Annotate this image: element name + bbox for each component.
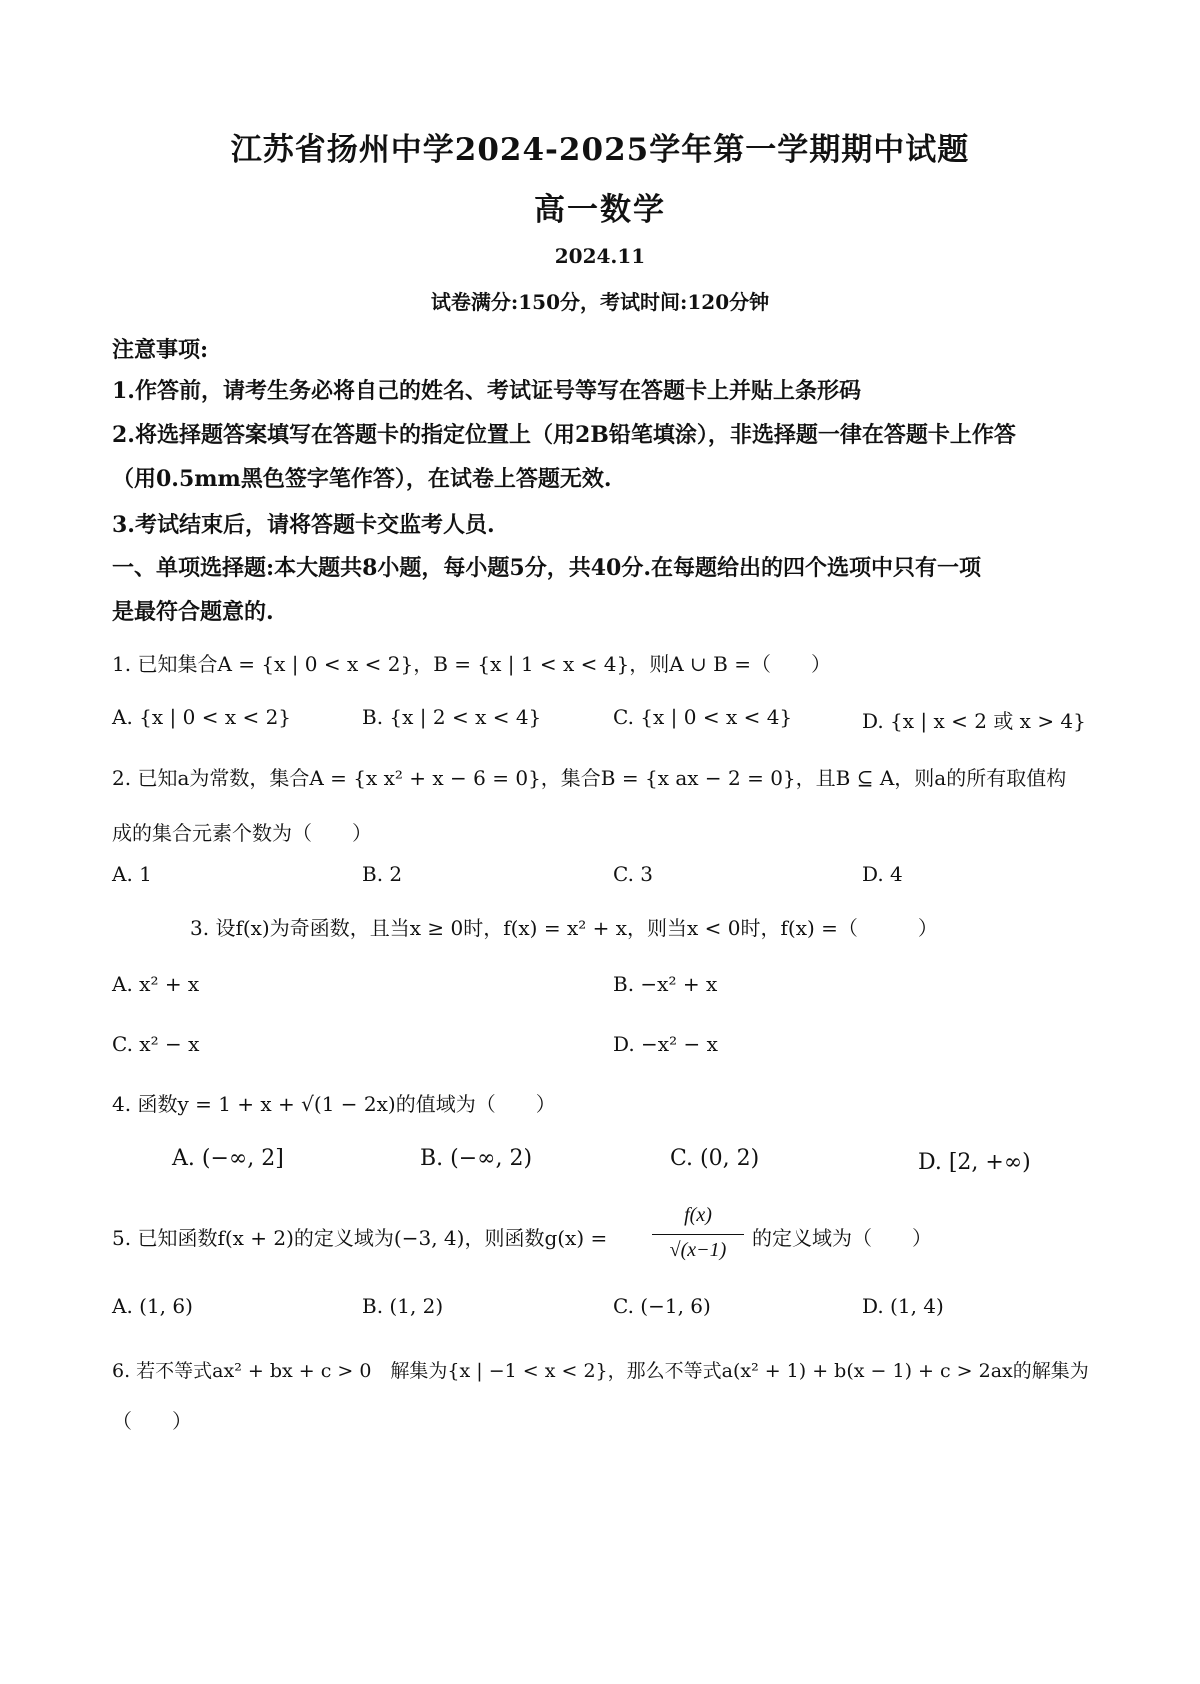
question-5-option-c: C. (−1, 6)	[613, 1294, 711, 1318]
question-1-stem: 1. 已知集合A = {x | 0 < x < 2}，B = {x | 1 < x < 4}，则A ∪ B =（ ）	[112, 652, 831, 676]
subject-title: 高一数学	[534, 192, 666, 228]
note-1: 1.作答前，请考生务必将自己的姓名、考试证号等写在答题卡上并贴上条形码	[112, 378, 861, 404]
question-2-option-c: C. 3	[613, 862, 654, 886]
question-5-fraction-denominator: √(x−1)	[669, 1239, 727, 1261]
note-3: 3.考试结束后，请将答题卡交监考人员.	[112, 512, 495, 538]
question-4-option-b: B. (−∞, 2)	[420, 1146, 533, 1171]
question-2-option-d: D. 4	[862, 862, 903, 886]
notes-heading: 注意事项:	[112, 337, 209, 363]
section-1-instructions-line-2: 是最符合题意的.	[112, 599, 274, 625]
question-2-option-b: B. 2	[362, 862, 403, 886]
question-5-stem-end: 的定义域为（ ）	[752, 1226, 932, 1250]
section-1-instructions-line-1: 一、单项选择题:本大题共8小题，每小题5分，共40分.在每题给出的四个选项中只有一项	[112, 555, 982, 581]
question-6-stem-continued: （ ）	[112, 1409, 192, 1433]
question-3-option-b: B. −x² + x	[613, 972, 718, 996]
question-3-option-a: A. x² + x	[112, 972, 200, 996]
question-1-option-b: B. {x | 2 < x < 4}	[362, 705, 542, 729]
question-5-stem-start: 5. 已知函数f(x + 2)的定义域为(−3, 4)，则函数g(x) =	[112, 1226, 608, 1250]
exam-date: 2024.11	[554, 244, 646, 268]
exam-info: 试卷满分:150分，考试时间:120分钟	[430, 290, 770, 314]
question-1-option-c: C. {x | 0 < x < 4}	[613, 705, 793, 729]
question-3-stem: 3. 设f(x)为奇函数，且当x ≥ 0时，f(x) = x² + x，则当x < 0时，f(x) =（ ）	[190, 916, 938, 940]
question-5-option-b: B. (1, 2)	[362, 1294, 444, 1318]
question-2-stem: 2. 已知a为常数，集合A = {x x² + x − 6 = 0}，集合B = {x ax − 2 = 0}，且B ⊆ A，则a的所有取值构	[112, 766, 1067, 790]
question-2-option-a: A. 1	[112, 862, 152, 886]
question-3-option-d: D. −x² − x	[613, 1032, 718, 1056]
question-1-option-a: A. {x | 0 < x < 2}	[112, 705, 292, 729]
note-2-line-1: 2.将选择题答案填写在答题卡的指定位置上（用2B铅笔填涂），非选择题一律在答题卡上作答	[112, 422, 1016, 448]
question-4-option-d: D. [2, +∞)	[918, 1150, 1031, 1175]
note-2-line-2: （用0.5mm黑色签字笔作答），在试卷上答题无效.	[112, 466, 612, 492]
question-3-option-c: C. x² − x	[112, 1032, 200, 1056]
question-6-stem: 6. 若不等式ax² + bx + c > 0 解集为{x | −1 < x < 2}，那么不等式a(x² + 1) + b(x − 1) + c > 2ax的解集为	[112, 1360, 1089, 1382]
question-5-option-d: D. (1, 4)	[862, 1294, 944, 1318]
question-4-option-a: A. (−∞, 2]	[172, 1146, 284, 1171]
question-5-fraction-bar	[652, 1234, 744, 1235]
question-2-stem-continued: 成的集合元素个数为（ ）	[112, 821, 372, 845]
question-4-stem: 4. 函数y = 1 + x + √(1 − 2x)的值域为（ ）	[112, 1092, 556, 1116]
exam-title: 江苏省扬州中学2024-2025学年第一学期期中试题	[230, 132, 970, 168]
question-5-fraction-numerator: f(x)	[684, 1204, 712, 1226]
question-1-option-d: D. {x | x < 2 或 x > 4}	[862, 709, 1086, 733]
question-4-option-c: C. (0, 2)	[670, 1146, 760, 1171]
question-5-option-a: A. (1, 6)	[112, 1294, 193, 1318]
